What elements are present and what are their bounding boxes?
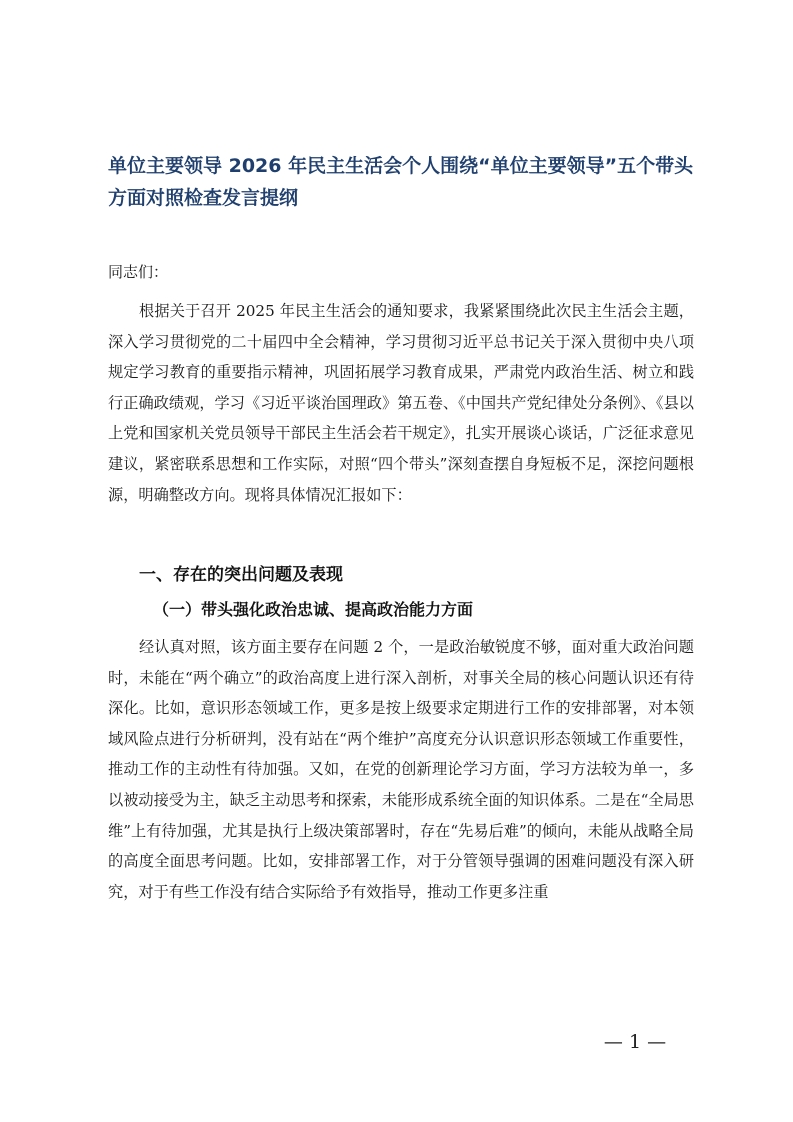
subsection-body-paragraph: 经认真对照，该方面主要存在问题 2 个，一是政治敏锐度不够，面对重大政治问题时，未能在“两个确立”的政治高度上进行深入剖析，对事关全局的核心问题认识还有待深化。比如，意识形态领域工作，更多是按上级要求定期进行工作的安排部署，对本领域风险点进行分析研判，没有站在“两个维护”高度充分认识意识形态领域工作重要性，推动工作的主动性有待加强。又如，在党的创新理论学习方面，学习方法较为单一，多以被动接受为主，缺乏主动思考和探索，未能形成系统全面的知识体系。二是在“全局思维”上有待加强，尤其是执行上级决策部署时，存在“先易后难”的倾向，未能从战略全局的高度全面思考问题。比如，安排部署工作，对于分管领导强调的困难问题没有深入研究，对于有些工作没有结合实际给予有效指导，推动工作更多注重: [108, 638, 694, 901]
salutation: 同志们：: [108, 263, 169, 281]
document-title: 单位主要领导 2026 年民主生活会个人围绕“单位主要领导”五个带头方面对照检查发言提纲: [108, 155, 694, 209]
intro-paragraph: 根据关于召开 2025 年民主生活会的通知要求，我紧紧围绕此次民主生活会主题，深入学习贯彻党的二十届四中全会精神，学习贯彻习近平总书记关于深入贯彻中央八项规定学习教育的重要指示精神，巩固拓展学习教育成果，严肃党内政治生活、树立和践行正确政绩观，学习《习近平谈治国理政》第五卷、《中国共产党纪律处分条例》、《县以上党和国家机关党员领导干部民主生活会若干规定》，扎实开展谈心谈话，广泛征求意见建议，紧密联系思想和工作实际，对照“四个带头”深刻查摆自身短板不足，深挖问题根源，明确整改方向。现将具体情况汇报如下：: [108, 302, 694, 504]
page-number: — 1 —: [603, 1031, 667, 1053]
subsection-heading-political-loyalty: （一）带头强化政治忠诚、提高政治能力方面: [153, 600, 474, 619]
section-heading-problems: 一、存在的突出问题及表现: [139, 565, 343, 585]
